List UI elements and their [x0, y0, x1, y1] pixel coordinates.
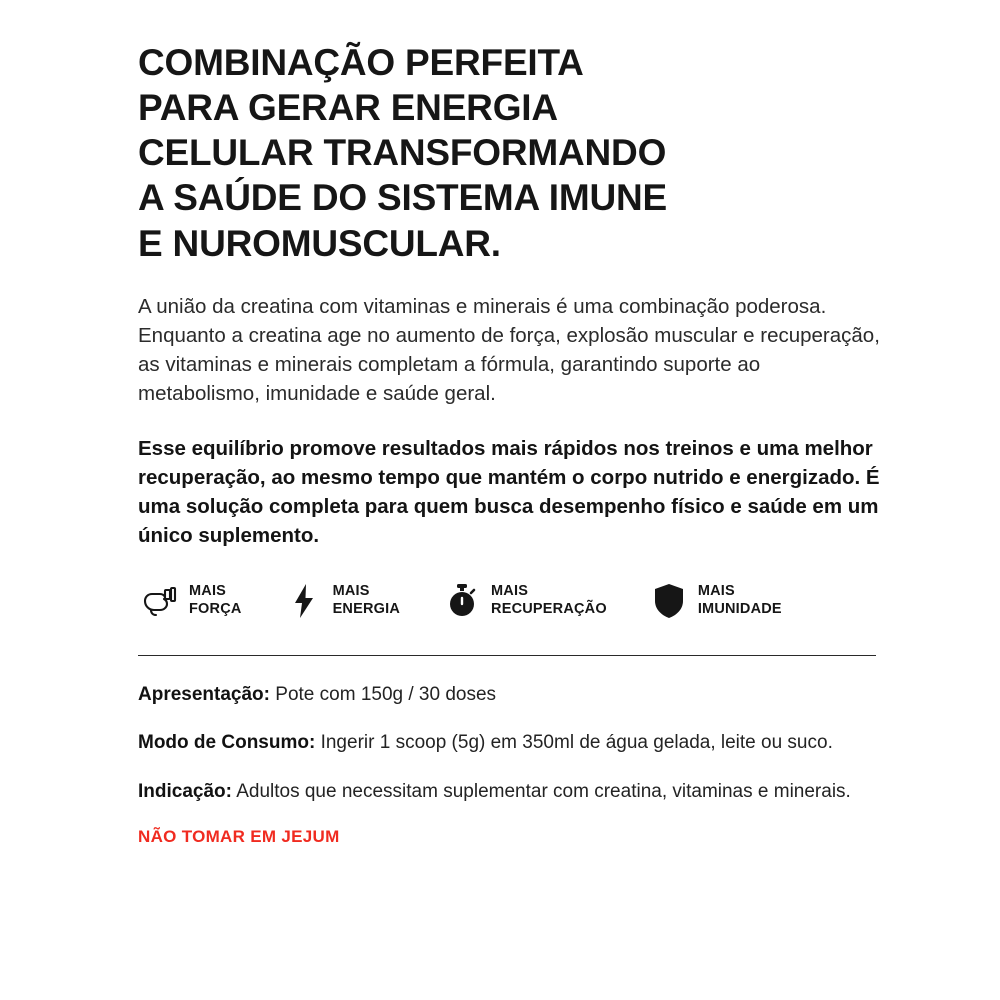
page-title: [138, 40, 880, 266]
spec-value: Ingerir 1 scoop (5g) em 350ml de água gelada, leite ou suco.: [315, 732, 833, 754]
lightning-bolt-icon: [284, 581, 324, 621]
spec-label: Modo de Consumo:: [138, 732, 316, 754]
stopwatch-icon: [442, 581, 482, 621]
benefit-item-imunidade: [649, 581, 782, 621]
arm-flex-icon: [140, 581, 180, 621]
spec-value: Adultos que necessitam suplementar com creatina, vitaminas e minerais.: [231, 780, 851, 802]
spec-label: Indicação:: [138, 780, 232, 802]
benefit-label: MAIS RECUPERAÇÃO: [491, 582, 607, 617]
benefit-label: MAIS IMUNIDADE: [697, 582, 782, 617]
spec-list: [138, 682, 880, 848]
headline-line: A SAÚDE DO SISTEMA IMUNE: [138, 177, 667, 219]
shield-icon: [649, 581, 689, 621]
headline-line: E NUROMUSCULAR.: [138, 222, 501, 264]
benefits-row: [140, 581, 880, 621]
section-divider: [138, 655, 876, 656]
spec-modo-de-consumo: [138, 730, 880, 757]
benefit-label: MAIS ENERGIA: [332, 582, 401, 617]
benefit-item-forca: [140, 581, 242, 621]
headline-line: CELULAR TRANSFORMANDO: [138, 132, 667, 174]
intro-paragraph: A união da creatina com vitaminas e minerais é uma combinação poderosa. Enquanto a creatina age no aumento de força, explosão muscular e recuperação, as vitaminas e minerais completam a fórmula, garantindo suporte ao metabolismo, imunidade e saúde geral.: [138, 294, 880, 405]
warning-text: NÃO TOMAR EM JEJUM: [138, 827, 340, 847]
benefit-item-recuperacao: [442, 581, 607, 621]
spec-label: Apresentação:: [138, 683, 270, 705]
spec-apresentacao: [138, 682, 880, 709]
spec-indicacao: [138, 779, 880, 806]
headline-line: PARA GERAR ENERGIA: [138, 87, 558, 129]
benefit-label: MAIS FORÇA: [189, 582, 242, 617]
benefit-summary-paragraph: Esse equilíbrio promove resultados mais rápidos nos treinos e uma melhor recuperação, ao mesmo tempo que mantém o corpo nutrido e energizado. É uma solução completa para quem busca desempenho físico e saúde em um único suplemento.: [138, 437, 880, 548]
spec-value: Pote com 150g / 30 doses: [270, 683, 497, 705]
headline-line: COMBINAÇÃO PERFEITA: [138, 42, 584, 83]
benefit-item-energia: [284, 581, 400, 621]
